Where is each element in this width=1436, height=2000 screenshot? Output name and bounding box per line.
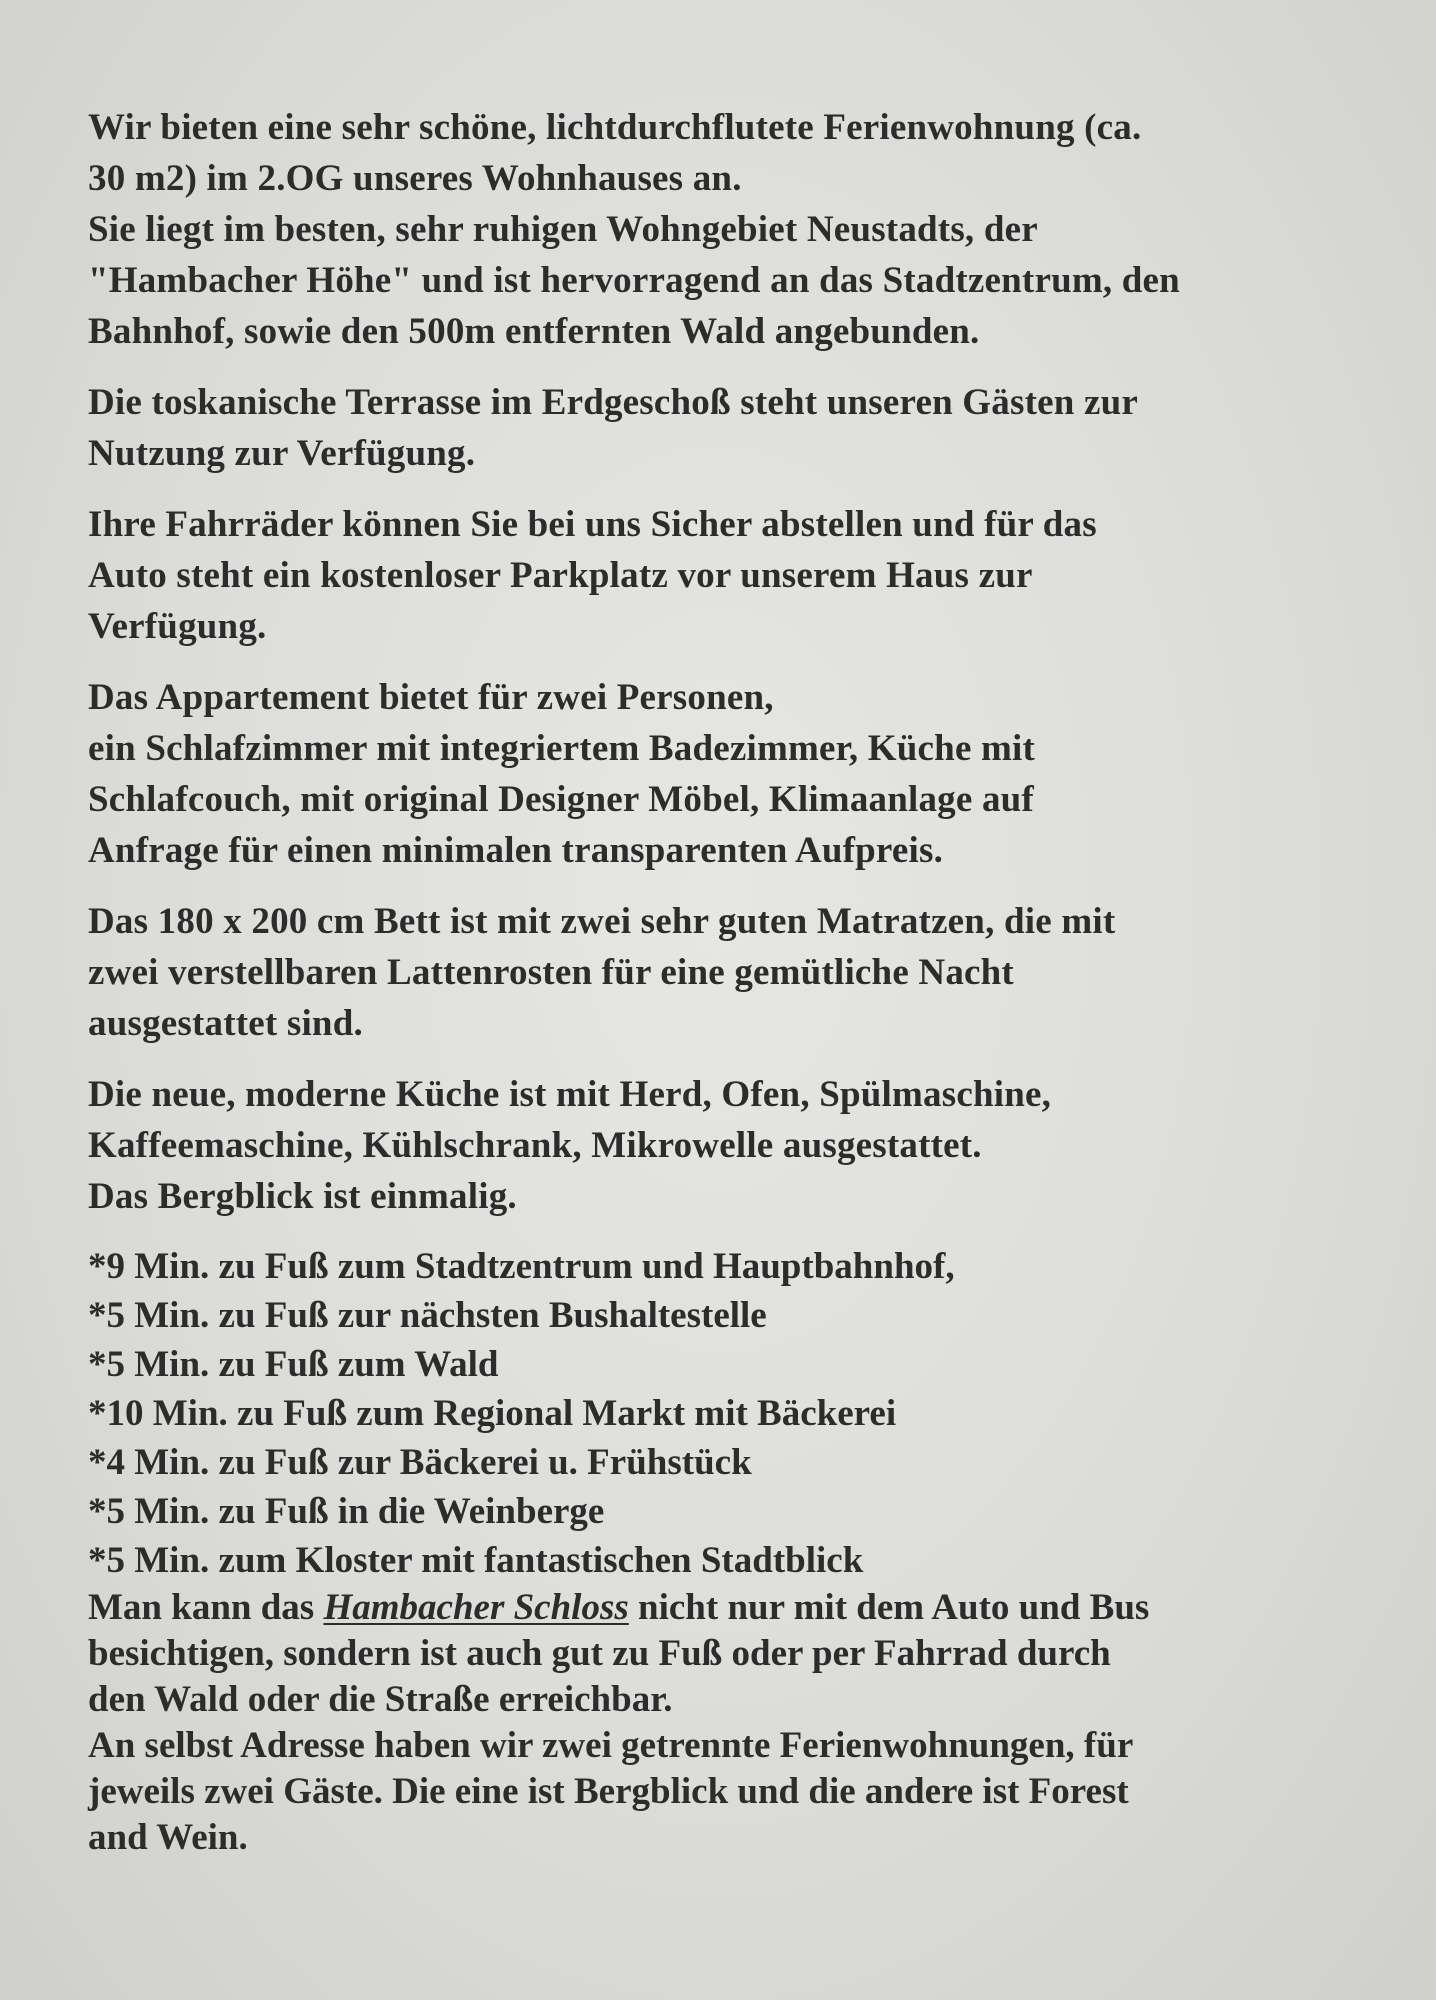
list-item: *5 Min. zu Fuß zum Wald bbox=[88, 1344, 499, 1385]
text-line: zwei verstellbaren Lattenrosten für eine gemütliche Nacht bbox=[88, 952, 1014, 993]
text-line: Bahnhof, sowie den 500m entfernten Wald angebunden. bbox=[88, 311, 980, 352]
text-line: Auto steht ein kostenloser Parkplatz vor unserem Haus zur bbox=[88, 555, 1033, 596]
text-line: Die toskanische Terrasse im Erdgeschoß steht unseren Gästen zur bbox=[88, 382, 1138, 423]
text-line: ausgestattet sind. bbox=[88, 1003, 363, 1044]
closing-paragraph bbox=[88, 1723, 1356, 1861]
list-item: *10 Min. zu Fuß zum Regional Markt mit Bäckerei bbox=[88, 1393, 897, 1434]
text-line: 30 m2) im 2.OG unseres Wohnhauses an. bbox=[88, 158, 742, 199]
intro-paragraph bbox=[88, 102, 1356, 357]
text-line: Die neue, moderne Küche ist mit Herd, Ofen, Spülmaschine, bbox=[88, 1074, 1052, 1115]
text-line: An selbst Adresse haben wir zwei getrennte Ferienwohnungen, für bbox=[88, 1725, 1134, 1766]
text-line: besichtigen, sondern ist auch gut zu Fuß oder per Fahrrad durch bbox=[88, 1633, 1111, 1674]
parking-paragraph bbox=[88, 499, 1356, 652]
text-line: Sie liegt im besten, sehr ruhigen Wohngebiet Neustadts, der bbox=[88, 209, 1038, 250]
text-line: Das Appartement bietet für zwei Personen, bbox=[88, 677, 774, 718]
castle-text-after: nicht nur mit dem Auto und Bus bbox=[628, 1587, 1150, 1628]
text-line: Das Bergblick ist einmalig. bbox=[88, 1176, 517, 1217]
list-item: *5 Min. zu Fuß in die Weinberge bbox=[88, 1491, 605, 1532]
text-line: Anfrage für einen minimalen transparenten Aufpreis. bbox=[88, 830, 944, 871]
text-line: Verfügung. bbox=[88, 606, 267, 647]
text-line: "Hambacher Höhe" und ist hervorragend an das Stadtzentrum, den bbox=[88, 260, 1180, 301]
distance-list bbox=[88, 1242, 1356, 1585]
castle-line bbox=[88, 1585, 1356, 1631]
text-line: jeweils zwei Gäste. Die eine ist Bergblick und die andere ist Forest bbox=[88, 1771, 1129, 1812]
list-item: *4 Min. zu Fuß zur Bäckerei u. Frühstück bbox=[88, 1442, 752, 1483]
text-line: Schlafcouch, mit original Designer Möbel, Klimaanlage auf bbox=[88, 779, 1034, 820]
text-line: Nutzung zur Verfügung. bbox=[88, 433, 476, 474]
list-item: *5 Min. zum Kloster mit fantastischen Stadtblick bbox=[88, 1540, 864, 1581]
bed-paragraph bbox=[88, 896, 1356, 1049]
apartment-paragraph bbox=[88, 672, 1356, 876]
list-item: *5 Min. zu Fuß zur nächsten Bushaltestelle bbox=[88, 1295, 767, 1336]
text-line: Ihre Fahrräder können Sie bei uns Sicher abstellen und für das bbox=[88, 504, 1097, 545]
text-line: den Wald oder die Straße erreichbar. bbox=[88, 1679, 673, 1720]
castle-link[interactable]: Hambacher Schloss bbox=[323, 1587, 629, 1628]
list-item: *9 Min. zu Fuß zum Stadtzentrum und Hauptbahnhof, bbox=[88, 1246, 955, 1287]
text-line: ein Schlafzimmer mit integriertem Badezimmer, Küche mit bbox=[88, 728, 1036, 769]
text-line: and Wein. bbox=[88, 1817, 248, 1858]
text-line: Kaffeemaschine, Kühlschrank, Mikrowelle ausgestattet. bbox=[88, 1125, 982, 1166]
kitchen-paragraph bbox=[88, 1069, 1356, 1222]
castle-text-before: Man kann das bbox=[88, 1587, 324, 1628]
text-line: Wir bieten eine sehr schöne, lichtdurchflutete Ferienwohnung (ca. bbox=[88, 107, 1142, 148]
castle-paragraph bbox=[88, 1585, 1356, 1723]
terrace-paragraph bbox=[88, 377, 1356, 479]
text-line: Das 180 x 200 cm Bett ist mit zwei sehr guten Matratzen, die mit bbox=[88, 901, 1116, 942]
